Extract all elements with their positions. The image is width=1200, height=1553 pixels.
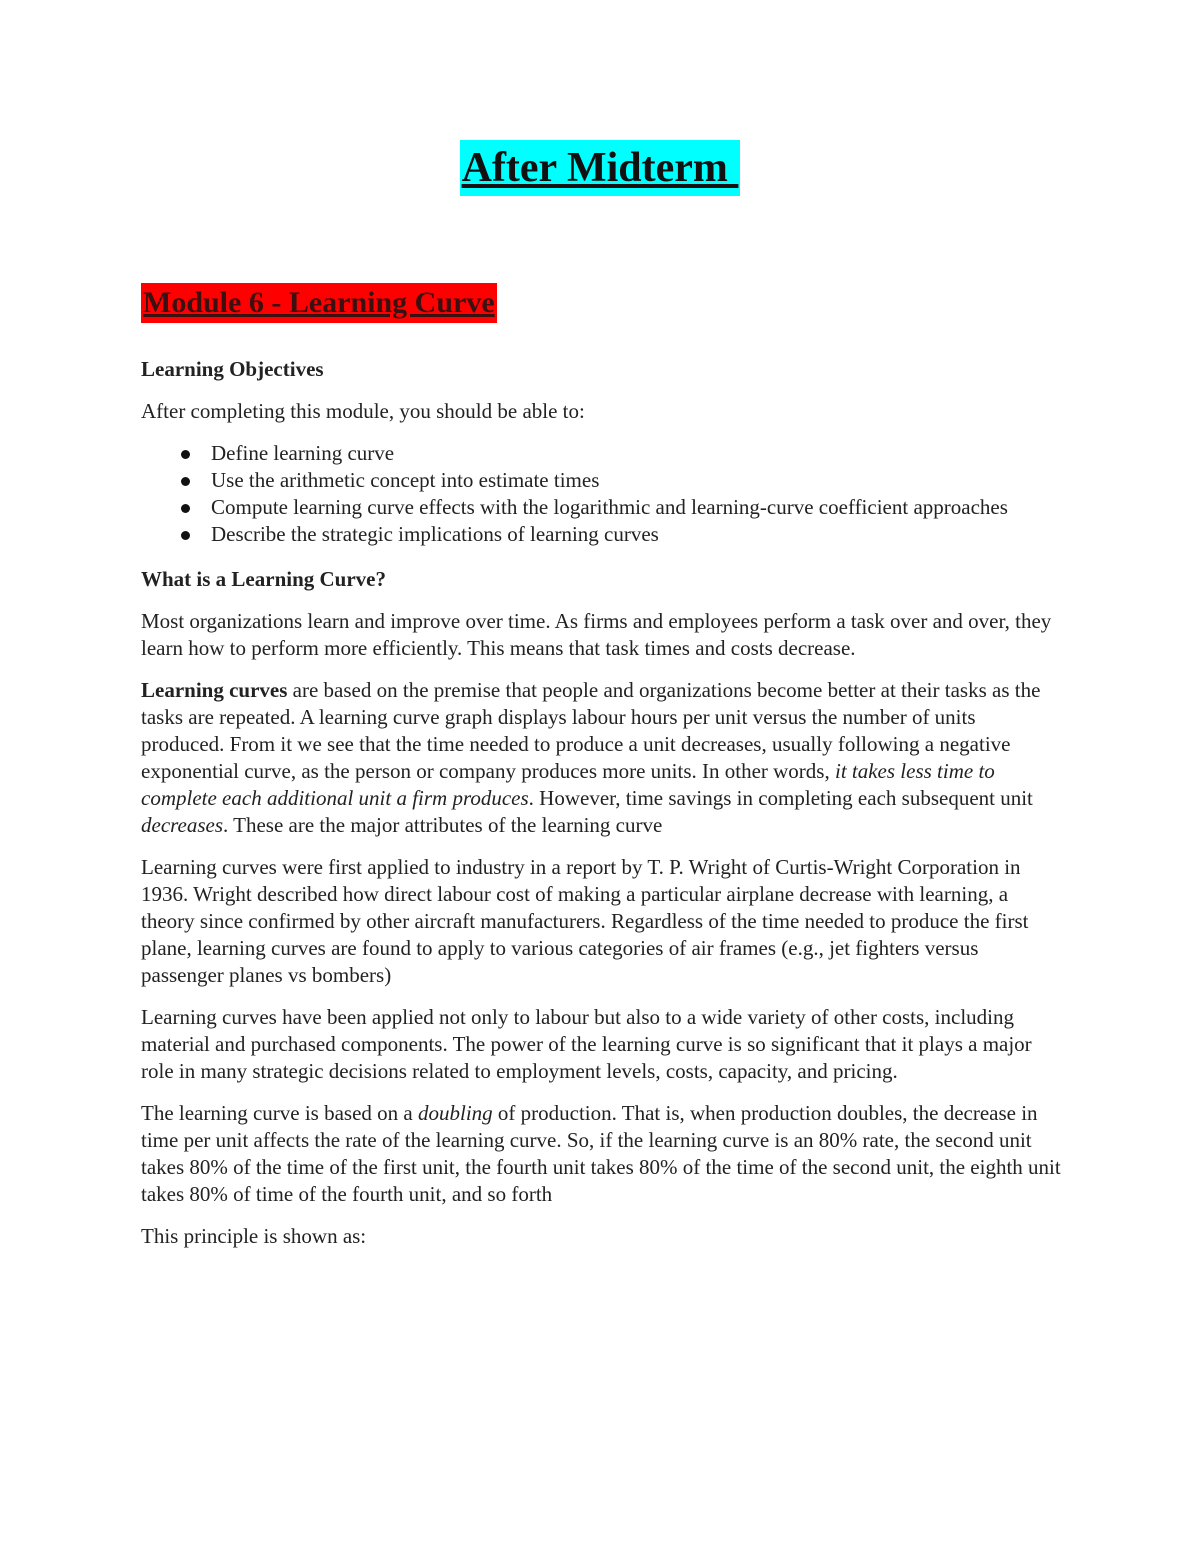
paragraph-text: The learning curve is based on a [141, 1101, 418, 1125]
objectives-heading: Learning Objectives [141, 357, 324, 381]
objective-text: Compute learning curve effects with the logarithmic and learning-curve coefficient approaches [211, 495, 1008, 519]
paragraph-text: are based on the premise that people and organizations become better at their tasks as the tasks are repeated. A learning curve graph displays labour hours per unit versus the number of units produced. From it we see that the time needed to produce a unit decreases, usually following a negative exponential curve, as the person or company produces more units. In other words, [141, 678, 1041, 783]
bullet-icon [181, 450, 190, 459]
paragraph-history: Learning curves were first applied to industry in a report by T. P. Wright of Curtis-Wright Corporation in 1936. Wright described how direct labour cost of making a particular airplane decrease with learning, a theory since confirmed by other aircraft manufacturers. Regardless of the time needed to produce the first plane, learning curves are found to apply to various categories of air frames (e.g., jet fighters versus passenger planes vs bombers) [141, 855, 1029, 987]
objective-text: Use the arithmetic concept into estimate times [211, 468, 600, 492]
bullet-icon [181, 477, 190, 486]
paragraph-principle: This principle is shown as: [141, 1224, 367, 1248]
objectives-intro: After completing this module, you should be able to: [141, 399, 585, 423]
module-heading: Module 6 - Learning Curve [141, 283, 497, 323]
paragraph-text: . These are the major attributes of the learning curve [223, 813, 663, 837]
paragraph-applications: Learning curves have been applied not only to labour but also to a wide variety of other costs, including material and purchased components. The power of the learning curve is so significant that it plays a major role in many strategic decisions related to employment levels, costs, capacity, and pricing. [141, 1005, 1032, 1083]
objective-text: Define learning curve [211, 441, 395, 465]
objectives-list [141, 440, 1061, 548]
paragraph-learning-curves [141, 677, 1061, 839]
emphasis-text: decreases [141, 813, 224, 837]
bullet-icon [181, 531, 190, 540]
objective-text: Describe the strategic implications of learning curves [211, 522, 659, 546]
term-learning-curves: Learning curves [141, 678, 288, 702]
emphasis-text: doubling [417, 1101, 493, 1125]
emphasis-text: it takes less time to complete each additional unit a firm produces [141, 759, 995, 810]
paragraph-text: of production. That is, when production doubles, the decrease in time per unit affects the rate of the learning curve. So, if the learning curve is an 80% rate, the second unit takes 80% of the time of the first unit, the fourth unit takes 80% of the time of the second unit, the eighth unit takes 80% of time of the fourth unit, and so forth [141, 1101, 1061, 1206]
list-item [141, 467, 1061, 494]
document-title: After Midterm [460, 140, 741, 196]
title-wrap [0, 140, 1200, 196]
list-item [141, 494, 1061, 521]
section-heading: What is a Learning Curve? [141, 567, 387, 591]
list-item [141, 440, 1061, 467]
paragraph-intro: Most organizations learn and improve over time. As firms and employees perform a task over and over, they learn how to perform more efficiently. This means that task times and costs decrease. [141, 609, 1052, 660]
list-item [141, 521, 1061, 548]
body-flow [141, 356, 1061, 1265]
paragraph-text: . However, time savings in completing each subsequent unit [528, 786, 1033, 810]
paragraph-doubling [141, 1100, 1061, 1208]
bullet-icon [181, 504, 190, 513]
